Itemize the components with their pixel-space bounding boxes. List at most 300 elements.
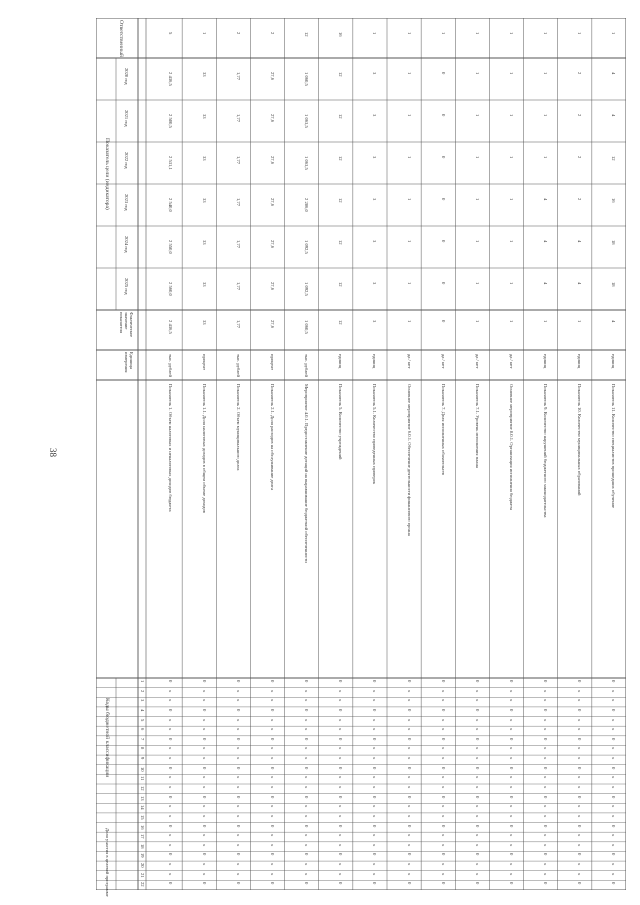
row-code-cell: х <box>201 728 207 731</box>
row-year-value: 2 <box>577 156 583 159</box>
row-year-value: 33 <box>201 72 207 77</box>
row-code-cell: 0 <box>543 680 549 683</box>
row-year-value: 1 <box>509 156 514 159</box>
row-year-value: 1,77 <box>235 240 241 249</box>
row-code-cell: х <box>372 747 378 750</box>
row-unit: да / нет <box>474 354 480 369</box>
col-number: 5 <box>140 718 145 721</box>
row-code-cell: 0 <box>509 824 514 827</box>
row-code-cell: х <box>509 834 514 837</box>
row-code-cell: 0 <box>304 737 310 741</box>
row-code-cell: х <box>338 786 344 789</box>
row-code-cell: х <box>338 863 344 866</box>
row-code-cell: 0 <box>577 824 583 827</box>
row-year-value: 18 <box>611 282 617 287</box>
row-code-cell: х <box>235 718 241 721</box>
col-number: 10 <box>140 766 145 772</box>
row-code-cell: 0 <box>611 766 617 770</box>
row-code-cell: х <box>577 689 583 692</box>
row-code-cell: х <box>577 776 583 779</box>
row-responsible: 1 <box>372 32 378 35</box>
row-responsible: 2 <box>270 32 275 35</box>
row-year-value: 12 <box>338 282 344 287</box>
row-code-cell: х <box>474 872 480 876</box>
row-code-cell: х <box>235 776 241 779</box>
row-code-cell: х <box>577 843 583 847</box>
row-code-cell: 0 <box>406 766 412 770</box>
row-code-cell: х <box>304 863 310 866</box>
col-number: 13 <box>140 795 145 801</box>
row-code-cell: 0 <box>611 680 617 683</box>
row-responsible: 5 <box>167 32 173 35</box>
row-year-value: 1 <box>543 156 549 159</box>
row-code-cell: х <box>372 843 378 847</box>
row-code-cell: 0 <box>338 708 344 712</box>
row-year-value: 33 <box>201 282 207 287</box>
row-code-cell: х <box>406 728 412 731</box>
row-code-cell: 0 <box>543 853 549 856</box>
row-code-cell: х <box>338 834 344 837</box>
header-unit: Единица измерения <box>123 352 134 373</box>
row-year-value: 1 <box>406 156 412 159</box>
row-code-cell: х <box>304 728 310 731</box>
row-code-cell: 0 <box>304 680 310 683</box>
row-code-cell: х <box>201 776 207 779</box>
row-code-cell: х <box>372 814 378 818</box>
row-code-cell: 0 <box>406 795 412 798</box>
row-code-cell: х <box>270 699 275 702</box>
row-code-cell: х <box>372 728 378 731</box>
row-code-cell: х <box>201 805 207 808</box>
row-code-cell: х <box>543 689 549 692</box>
row-code-cell: х <box>235 834 241 837</box>
row-year-value: 27,6 <box>270 72 275 81</box>
row-code-cell: х <box>611 757 617 760</box>
row-code-cell: 0 <box>406 824 412 827</box>
row-code-cell: 0 <box>406 853 412 856</box>
row-name: Показатель 5.1. Количество проведенных проверок <box>372 384 378 485</box>
row-code-cell: х <box>577 786 583 789</box>
row-code-cell: 0 <box>167 708 173 712</box>
row-code-cell: 0 <box>235 882 241 885</box>
row-code-cell: х <box>509 757 514 760</box>
row-code-cell: х <box>474 689 480 692</box>
row-code-cell: х <box>338 805 344 808</box>
row-year-value: 1 <box>406 198 412 201</box>
row-code-cell: х <box>201 689 207 692</box>
row-code-cell: х <box>406 757 412 760</box>
col-number: 12 <box>140 786 145 791</box>
row-responsible: 16 <box>338 32 344 37</box>
row-year-value: 3 <box>372 282 378 285</box>
row-year-value: 0 <box>440 72 446 75</box>
row-code-cell: х <box>440 805 446 808</box>
row-year-value: 1 063,5 <box>304 114 310 128</box>
row-code-cell: 0 <box>509 795 514 798</box>
row-code-cell: х <box>304 699 310 702</box>
row-code-cell: х <box>509 863 514 866</box>
row-code-cell: х <box>201 699 207 702</box>
row-code-cell: 0 <box>235 824 241 827</box>
row-code-cell: х <box>167 805 173 808</box>
row-code-cell: х <box>543 699 549 702</box>
row-name: Показатель 7. Доля исполненных обязательств <box>440 384 446 476</box>
row-code-cell: х <box>270 872 275 876</box>
row-year-value: 0 <box>440 114 446 117</box>
row-code-cell: х <box>543 872 549 876</box>
row-responsible: 1 <box>474 32 480 35</box>
row-code-cell: 0 <box>372 824 378 827</box>
row-year-value: 1 <box>406 282 412 285</box>
row-code-cell: 0 <box>201 795 207 798</box>
row-code-cell: х <box>509 805 514 808</box>
row-code-cell: х <box>167 814 173 818</box>
row-code-cell: х <box>611 863 617 866</box>
row-code-cell: х <box>235 747 241 750</box>
row-code-cell: 0 <box>372 708 378 712</box>
row-responsible: 2 <box>235 32 241 35</box>
row-year-value: 1 <box>474 156 480 159</box>
row-code-cell: 0 <box>611 824 617 827</box>
row-year-value: 2 540,0 <box>167 198 173 212</box>
row-code-cell: х <box>338 757 344 760</box>
row-year-value: 1,77 <box>235 282 241 291</box>
row-code-cell: 0 <box>474 708 480 712</box>
row-code-cell: х <box>543 863 549 866</box>
row-code-cell: 0 <box>270 882 275 885</box>
row-code-cell: х <box>543 728 549 731</box>
row-code-cell: 0 <box>440 737 446 741</box>
row-code-cell: х <box>406 834 412 837</box>
row-code-cell: 0 <box>338 882 344 885</box>
row-code-cell: х <box>304 805 310 808</box>
row-code-cell: 0 <box>201 882 207 885</box>
row-code-cell: х <box>611 843 617 847</box>
row-code-cell: х <box>509 872 514 876</box>
row-year-value: 4 <box>543 282 549 285</box>
col-number: 18 <box>140 843 145 849</box>
row-code-cell: х <box>577 863 583 866</box>
row-year-value: 1,77 <box>235 114 241 123</box>
row-code-cell: х <box>167 834 173 837</box>
row-code-cell: х <box>440 834 446 837</box>
row-code-cell: х <box>235 814 241 818</box>
header-code-group: Коды бюджетной классификации <box>104 698 110 778</box>
col-number: 14 <box>140 805 145 810</box>
row-code-cell: 0 <box>235 680 241 683</box>
row-code-cell: 0 <box>338 766 344 770</box>
row-unit: единиц <box>577 354 583 369</box>
row-code-cell: 0 <box>270 680 275 683</box>
row-year-value: 18 <box>611 240 617 245</box>
row-year-value: 1 060,5 <box>304 72 310 86</box>
row-name: Основное мероприятие 6.0.1. Обеспечение деятельности финансового органа <box>406 384 412 536</box>
row-year-value: 3 <box>372 72 378 75</box>
row-base: 2 436,5 <box>167 320 173 334</box>
row-code-cell: х <box>270 814 275 818</box>
row-code-cell: х <box>304 834 310 837</box>
row-year-value: 1 <box>543 72 549 75</box>
row-year-value: 4 <box>611 114 617 117</box>
row-name: Основное мероприятие 8.0.1. Организация исполнения бюджета <box>509 384 514 511</box>
row-year-value: 27,6 <box>270 156 275 165</box>
row-code-cell: х <box>235 728 241 731</box>
row-code-cell: х <box>338 747 344 750</box>
row-year-value: 2 436,5 <box>167 72 173 86</box>
header-year: 2025 год <box>124 278 129 295</box>
col-number: 22 <box>140 882 145 887</box>
header-year: 2022 год <box>124 152 129 169</box>
row-code-cell: 0 <box>611 737 617 741</box>
row-year-value: 2 <box>577 198 583 201</box>
row-code-cell: 0 <box>406 737 412 741</box>
row-code-cell: х <box>440 872 446 876</box>
row-code-cell: 0 <box>474 680 480 683</box>
row-code-cell: х <box>543 776 549 779</box>
row-name: Показатель 1.1. Доля налоговых доходов в общем объеме доходов <box>201 384 207 513</box>
row-code-cell: 0 <box>543 766 549 770</box>
row-unit: да / нет <box>509 354 514 369</box>
row-responsible: 1 <box>406 32 412 35</box>
header-base: Фактическое значение показателя <box>118 312 134 338</box>
row-code-cell: х <box>440 699 446 702</box>
row-year-value: 4 <box>611 72 617 75</box>
row-code-cell: 0 <box>543 737 549 741</box>
row-year-value: 1 <box>474 114 480 117</box>
row-year-value: 2 560,0 <box>167 282 173 296</box>
row-name: Показатель 2. Объем муниципального долга <box>235 384 241 471</box>
col-number: 19 <box>140 853 145 859</box>
row-unit: да / нет <box>406 354 412 369</box>
row-code-cell: 0 <box>577 680 583 683</box>
row-responsible: 1 <box>577 32 583 35</box>
row-base: 4 <box>611 320 617 323</box>
row-name: Показатель 11. Количество специалистов прошедших обучение <box>611 384 617 509</box>
row-code-cell: 0 <box>372 680 378 683</box>
row-year-value: 1 092,5 <box>304 282 310 296</box>
row-year-value: 27,6 <box>270 240 275 249</box>
row-year-value: 1,77 <box>235 72 241 81</box>
col-number: 20 <box>140 863 145 868</box>
row-unit: тыс. рублей <box>167 354 173 377</box>
row-code-cell: 0 <box>611 882 617 885</box>
row-year-value: 1 <box>474 198 480 201</box>
row-code-cell: х <box>406 776 412 779</box>
col-number: 7 <box>140 737 145 741</box>
row-code-cell: х <box>270 728 275 731</box>
row-code-cell: 0 <box>270 853 275 856</box>
row-code-cell: х <box>509 776 514 779</box>
row-code-cell: х <box>440 689 446 692</box>
row-code-cell: х <box>372 699 378 702</box>
row-code-cell: 0 <box>372 795 378 798</box>
row-year-value: 3 <box>372 198 378 201</box>
row-year-value: 1 <box>509 282 514 285</box>
row-code-cell: х <box>201 834 207 837</box>
row-year-value: 12 <box>338 198 344 203</box>
row-code-cell: 0 <box>338 853 344 856</box>
row-year-value: 33 <box>201 240 207 245</box>
row-code-cell: х <box>304 786 310 789</box>
row-code-cell: 0 <box>440 708 446 712</box>
row-year-value: 3 <box>372 114 378 117</box>
row-year-value: 27,6 <box>270 198 275 207</box>
row-code-cell: 0 <box>304 853 310 856</box>
row-unit: тыс. рублей <box>304 354 310 377</box>
row-base: 1,77 <box>235 320 241 329</box>
row-unit: единиц <box>372 354 378 369</box>
row-code-cell: х <box>304 776 310 779</box>
row-code-cell: 0 <box>440 795 446 798</box>
row-code-cell: 0 <box>304 795 310 798</box>
row-code-cell: х <box>167 776 173 779</box>
row-base: 1 <box>406 320 412 323</box>
row-code-cell: х <box>372 776 378 779</box>
row-code-cell: х <box>611 814 617 818</box>
row-code-cell: х <box>406 747 412 750</box>
row-code-cell: х <box>338 872 344 876</box>
row-code-cell: 0 <box>611 795 617 798</box>
row-code-cell: х <box>270 747 275 750</box>
row-code-cell: х <box>167 718 173 721</box>
row-year-value: 33 <box>201 198 207 203</box>
row-unit: процент <box>270 354 275 371</box>
row-code-cell: 0 <box>474 795 480 798</box>
row-year-value: 1 <box>509 114 514 117</box>
row-code-cell: х <box>440 843 446 847</box>
row-year-value: 2 <box>577 114 583 117</box>
row-code-cell: х <box>304 747 310 750</box>
row-code-cell: 0 <box>577 853 583 856</box>
rotated-table <box>96 18 626 897</box>
row-code-cell: 0 <box>167 882 173 885</box>
row-code-cell: х <box>167 699 173 702</box>
row-code-cell: 0 <box>338 824 344 827</box>
row-code-cell: 0 <box>509 737 514 741</box>
row-year-value: 0 <box>440 240 446 243</box>
row-code-cell: х <box>372 689 378 692</box>
row-code-cell: 0 <box>577 795 583 798</box>
row-unit: да / нет <box>440 354 446 369</box>
row-unit: единиц <box>611 354 617 369</box>
row-code-cell: х <box>543 786 549 789</box>
row-code-cell: 0 <box>167 853 173 856</box>
col-number: 16 <box>140 824 145 830</box>
row-year-value: 1 092,5 <box>304 240 310 254</box>
row-code-cell: х <box>201 718 207 721</box>
row-code-cell: х <box>611 786 617 789</box>
row-year-value: 1 063,5 <box>304 156 310 170</box>
row-code-cell: х <box>235 805 241 808</box>
row-code-cell: 0 <box>270 795 275 798</box>
row-code-cell: х <box>577 834 583 837</box>
row-code-cell: х <box>372 834 378 837</box>
row-unit: тыс. рублей <box>235 354 241 377</box>
row-code-cell: х <box>543 805 549 808</box>
row-code-cell: х <box>509 747 514 750</box>
header-program-title: Показатель цели (индикатора) <box>104 138 110 210</box>
row-code-cell: х <box>304 718 310 721</box>
row-code-cell: 0 <box>577 882 583 885</box>
row-code-cell: х <box>543 718 549 721</box>
col-number: 6 <box>140 728 145 731</box>
row-code-cell: х <box>167 863 173 866</box>
row-year-value: 16 <box>611 198 617 203</box>
row-code-cell: х <box>167 843 173 847</box>
row-code-cell: х <box>167 747 173 750</box>
row-year-value: 12 <box>611 156 617 161</box>
row-code-cell: х <box>406 805 412 808</box>
row-code-cell: х <box>201 872 207 876</box>
row-code-cell: 0 <box>509 853 514 856</box>
row-base: 1 <box>577 320 583 323</box>
row-unit: единиц <box>543 354 549 369</box>
row-code-cell: 0 <box>235 795 241 798</box>
row-year-value: 1 <box>509 240 514 243</box>
row-year-value: 1,77 <box>235 198 241 207</box>
row-code-cell: 0 <box>577 708 583 712</box>
row-code-cell: х <box>611 728 617 731</box>
row-code-cell: х <box>611 834 617 837</box>
row-unit: процент <box>201 354 207 371</box>
row-year-value: 4 <box>543 240 549 243</box>
row-name: Показатель 7.1. Уровень исполнения плана <box>474 384 480 468</box>
row-code-cell: х <box>372 786 378 789</box>
row-code-cell: х <box>474 786 480 789</box>
row-year-value: 12 <box>338 114 344 119</box>
row-year-value: 4 <box>543 198 549 201</box>
row-code-cell: х <box>406 786 412 789</box>
row-code-cell: х <box>474 699 480 702</box>
row-code-cell: х <box>474 728 480 731</box>
row-code-cell: х <box>509 814 514 818</box>
row-code-cell: х <box>270 718 275 721</box>
row-code-cell: 0 <box>474 824 480 827</box>
row-code-cell: х <box>509 699 514 702</box>
row-year-value: 2 500,5 <box>167 114 173 128</box>
row-code-cell: х <box>235 757 241 760</box>
row-year-value: 3 <box>372 240 378 243</box>
row-code-cell: 0 <box>270 737 275 741</box>
row-code-cell: 0 <box>304 882 310 885</box>
row-code-cell: х <box>440 747 446 750</box>
row-code-cell: 0 <box>338 680 344 683</box>
row-code-cell: х <box>543 843 549 847</box>
row-code-cell: х <box>611 872 617 876</box>
row-code-cell: 0 <box>201 766 207 770</box>
row-code-cell: 0 <box>543 708 549 712</box>
row-code-cell: х <box>474 757 480 760</box>
row-code-cell: х <box>167 689 173 692</box>
row-year-value: 12 <box>338 240 344 245</box>
row-year-value: 0 <box>440 282 446 285</box>
row-code-cell: 0 <box>270 766 275 770</box>
row-code-cell: х <box>338 776 344 779</box>
row-code-cell: х <box>270 776 275 779</box>
row-code-cell: х <box>235 786 241 789</box>
row-code-cell: х <box>577 805 583 808</box>
row-code-cell: х <box>406 689 412 692</box>
row-code-cell: х <box>235 863 241 866</box>
col-number: 21 <box>140 872 145 878</box>
col-number: 17 <box>140 834 145 839</box>
row-code-cell: х <box>406 814 412 818</box>
row-code-cell: х <box>201 863 207 866</box>
row-code-cell: 0 <box>577 766 583 770</box>
row-code-cell: х <box>406 699 412 702</box>
row-code-cell: х <box>440 718 446 721</box>
row-code-cell: 0 <box>235 853 241 856</box>
